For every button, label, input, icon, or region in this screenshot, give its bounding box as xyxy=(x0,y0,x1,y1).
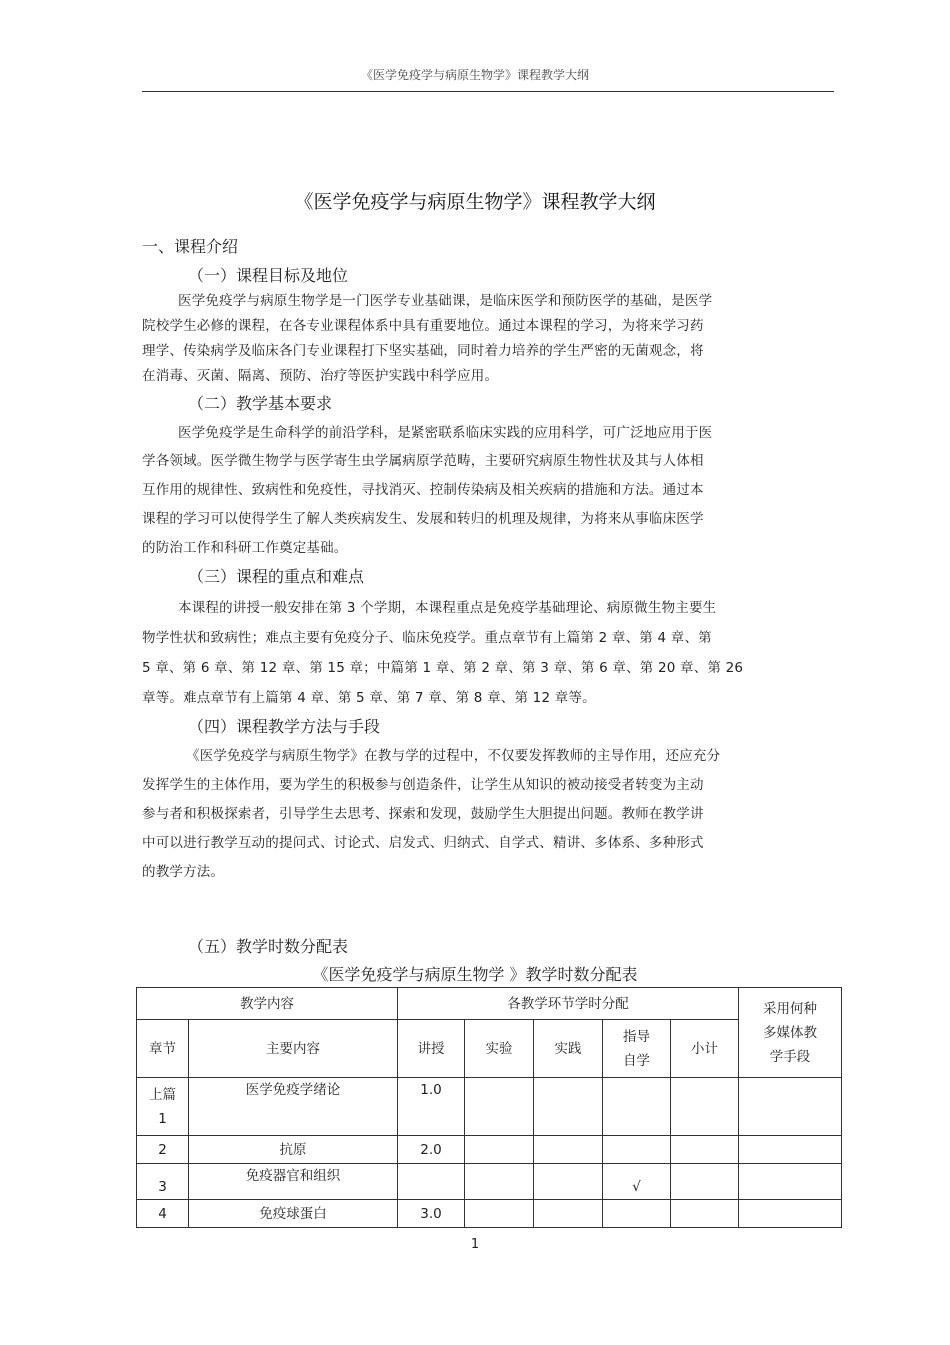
paragraph-line: 学各领域。医学微生物学与医学寄生虫学属病原学范畴，主要研究病原生物性状及其与人体相 xyxy=(142,453,704,469)
row-practice xyxy=(534,1164,603,1200)
col-practice: 实践 xyxy=(534,1020,603,1078)
row-experiment xyxy=(465,1164,534,1200)
header-media-line: 学手段 xyxy=(769,1048,811,1065)
row-practice xyxy=(534,1136,603,1164)
row-subtotal xyxy=(671,1136,739,1164)
page-number: 1 xyxy=(470,1237,480,1252)
paragraph-line: 医学免疫学是生命科学的前沿学科，是紧密联系临床实践的应用科学，可广泛地应用于医 xyxy=(178,425,713,441)
header-media-line: 采用何种 xyxy=(763,1000,817,1017)
paragraph-line: 章等。难点章节有上篇第 4 章、第 5 章、第 7 章、第 8 章、第 12 章等。 xyxy=(142,690,596,706)
subheading-hours-table: （五）教学时数分配表 xyxy=(188,937,349,956)
col-experiment: 实验 xyxy=(465,1020,534,1078)
row-content: 抗原 xyxy=(189,1136,398,1164)
row-media xyxy=(739,1200,842,1228)
row-chapter-line: 1 xyxy=(158,1110,167,1127)
paragraph-line: 互作用的规律性、致病性和免疫性，寻找消灭、控制传染病及相关疾病的措施和方法。通过本 xyxy=(142,482,704,498)
row-experiment xyxy=(465,1136,534,1164)
row-content: 免疫球蛋白 xyxy=(189,1200,398,1228)
header-divider xyxy=(142,91,834,92)
row-subtotal xyxy=(671,1200,739,1228)
col-chapter: 章节 xyxy=(137,1020,189,1078)
row-chapter: 4 xyxy=(137,1200,189,1228)
header-content-cell: 教学内容 xyxy=(137,988,398,1020)
row-experiment xyxy=(465,1200,534,1228)
row-content: 医学免疫学绪论 xyxy=(189,1078,398,1136)
row-subtotal xyxy=(671,1164,739,1200)
header-hours-cell: 各教学环节学时分配 xyxy=(398,988,739,1020)
row-guided xyxy=(603,1136,671,1164)
subheading-teaching-methods: （四）课程教学方法与手段 xyxy=(188,717,381,736)
paragraph-line: 在消毒、灭菌、隔离、预防、治疗等医护实践中科学应用。 xyxy=(142,368,499,384)
paragraph-line: 发挥学生的主体作用，要为学生的积极参与创造条件，让学生从知识的被动接受者转变为主动 xyxy=(142,777,704,793)
table-row xyxy=(137,1078,842,1136)
paragraph-line: 5 章、第 6 章、第 12 章、第 15 章；中篇第 1 章、第 2 章、第 3 章、第 6 章、第 20 章、第 26 xyxy=(142,660,744,676)
row-chapter xyxy=(137,1078,189,1136)
paragraph-line: 中可以进行教学互动的提问式、讨论式、启发式、归纳式、自学式、精讲、多体系、多种形式 xyxy=(142,835,704,851)
document-title: 《医学免疫学与病原生物学》课程教学大纲 xyxy=(294,191,656,213)
col-guided-self-study xyxy=(603,1020,671,1078)
paragraph-line: 的教学方法。 xyxy=(142,864,225,880)
row-lecture xyxy=(398,1164,465,1200)
col-lecture: 讲授 xyxy=(398,1020,465,1078)
row-content: 免疫器官和组织 xyxy=(189,1164,398,1200)
paragraph-line: 理学、传染病学及临床各门专业课程打下坚实基础，同时着力培养的学生严密的无菌观念，将 xyxy=(142,343,704,359)
table-row xyxy=(137,1136,842,1164)
paragraph-line: 本课程的讲授一般安排在第 3 个学期，本课程重点是免疫学基础理论、病原微生物主要生 xyxy=(178,600,717,616)
running-header: 《医学免疫学与病原生物学》课程教学大纲 xyxy=(360,68,589,82)
row-practice xyxy=(534,1200,603,1228)
row-practice xyxy=(534,1078,603,1136)
col-main-content: 主要内容 xyxy=(189,1020,398,1078)
row-lecture: 3.0 xyxy=(398,1200,465,1228)
subheading-basic-requirements: （二）教学基本要求 xyxy=(188,394,333,413)
paragraph-line: 院校学生必修的课程，在各专业课程体系中具有重要地位。通过本课程的学习，为将来学习药 xyxy=(142,318,704,334)
paragraph-line: 课程的学习可以使得学生了解人类疾病发生、发展和转归的机理及规律，为将来从事临床医学 xyxy=(142,511,704,527)
row-guided xyxy=(603,1200,671,1228)
row-chapter: 2 xyxy=(137,1136,189,1164)
header-media-cell xyxy=(739,988,842,1078)
hours-table xyxy=(136,987,842,1228)
subheading-course-goals: （一）课程目标及地位 xyxy=(188,266,349,285)
table-title: 《医学免疫学与病原生物学 》教学时数分配表 xyxy=(312,965,638,984)
row-media xyxy=(739,1078,842,1136)
col-subtotal: 小计 xyxy=(671,1020,739,1078)
section-heading-course-intro: 一、课程介绍 xyxy=(142,237,239,256)
row-subtotal xyxy=(671,1078,739,1136)
row-media xyxy=(739,1136,842,1164)
row-lecture: 1.0 xyxy=(398,1078,465,1136)
table-row xyxy=(137,1164,842,1200)
col-guided-line: 指导 xyxy=(623,1028,650,1045)
subheading-key-points: （三）课程的重点和难点 xyxy=(188,567,365,586)
row-experiment xyxy=(465,1078,534,1136)
col-guided-line: 自学 xyxy=(623,1052,650,1069)
paragraph-line: 《医学免疫学与病原生物学》在教与学的过程中，不仅要发挥教师的主导作用，还应充分 xyxy=(186,748,721,764)
row-media xyxy=(739,1164,842,1200)
row-guided xyxy=(603,1078,671,1136)
paragraph-line: 的防治工作和科研工作奠定基础。 xyxy=(142,540,348,556)
table-subheader-row xyxy=(137,1020,842,1078)
table-header-row xyxy=(137,988,842,1020)
row-lecture: 2.0 xyxy=(398,1136,465,1164)
paragraph-line: 医学免疫学与病原生物学是一门医学专业基础课，是临床医学和预防医学的基础，是医学 xyxy=(178,293,713,309)
table-row xyxy=(137,1200,842,1228)
row-chapter: 3 xyxy=(137,1164,189,1200)
header-media-line: 多媒体教 xyxy=(763,1024,817,1041)
row-chapter-line: 上篇 xyxy=(149,1086,176,1103)
paragraph-line: 物学性状和致病性；难点主要有免疫分子、临床免疫学。重点章节有上篇第 2 章、第 4 章、第 xyxy=(142,630,712,646)
row-guided-checkmark: √ xyxy=(603,1164,671,1200)
paragraph-line: 参与者和积极探索者，引导学生去思考、探索和发现，鼓励学生大胆提出问题。教师在教学讲 xyxy=(142,806,704,822)
